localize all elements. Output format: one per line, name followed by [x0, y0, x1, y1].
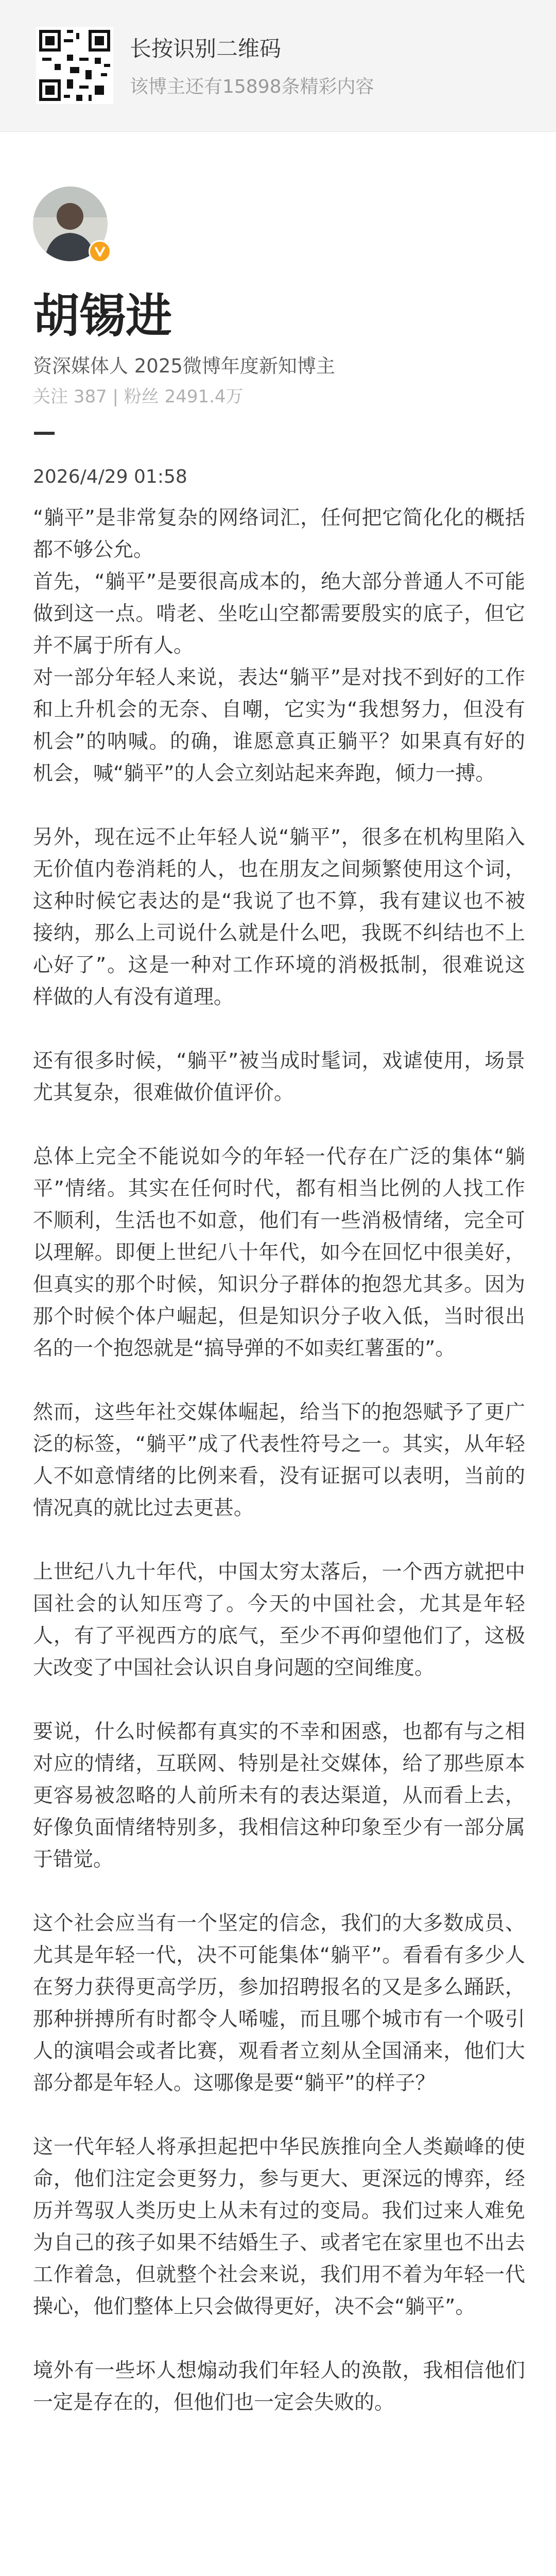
banner-title: 长按识别二维码 [130, 36, 282, 61]
post-date: 2026/4/29 01:58 [33, 466, 187, 487]
author-bio: 资深媒体人 2025微博年度新知博主 [33, 355, 335, 377]
paragraph: 另外，现在远不止年轻人说“躺平”，很多在机构里陷入无价值内卷消耗的人，也在朋友之间频繁使用这个词，这种时候它表达的是“我说了也不算，我有建议也不被接纳，那么上司说什么就是什么吧，我既不纠结也不上心好了”。这是一种对工作环境的消极抵制，很难说这样做的人有没有道理。 [33, 826, 525, 1009]
paragraph: 总体上完全不能说如今的年轻一代存在广泛的集体“躺平”情绪。其实在任何时代，都有相当比例的人找工作不顺利，生活也不如意，他们有一些消极情绪，完全可以理解。即便上世纪八十年代，如今在回忆中很美好，但真实的那个时候，知识分子群体的抱怨尤其多。因为那个时候个体户崛起，但是知识分子收入低，当时很出名的一个抱怨就是“搞导弹的不如卖红薯蛋的”。 [33, 1145, 525, 1360]
paragraph: 然而，这些年社交媒体崛起，给当下的抱怨赋予了更广泛的标签，“躺平”成了代表性符号之一。其实，从年轻人不如意情绪的比例来看，没有证据可以表明，当前的情况真的就比过去更甚。 [33, 1401, 525, 1520]
author-name[interactable]: 胡锡进 [33, 289, 172, 343]
paragraph: 上世纪八九十年代，中国太穷太落后，一个西方就把中国社会的认知压弯了。今天的中国社会，尤其是年轻人，有了平视西方的底气，至少不再仰望他们了，这极大改变了中国社会认识自身问题的空间维度。 [33, 1561, 525, 1680]
verified-badge-icon [89, 240, 111, 263]
post-content [33, 502, 525, 2419]
paragraph: 境外有一些坏人想煽动我们年轻人的涣散，我相信他们一定是存在的，但他们也一定会失败的。 [33, 2359, 525, 2414]
qr-code-icon[interactable] [36, 27, 113, 104]
paragraph: “躺平”是非常复杂的网络词汇，任何把它简化化的概括都不够公允。 [33, 506, 525, 562]
author-stats: 关注 387 | 粉丝 2491.4万 [33, 386, 244, 407]
top-banner [0, 0, 556, 132]
paragraph: 还有很多时候，“躺平”被当成时髦词，戏谑使用，场景尤其复杂，很难做价值评价。 [33, 1049, 525, 1105]
paragraph: 要说，什么时候都有真实的不幸和困惑，也都有与之相对应的情绪，互联网、特别是社交媒体，给了那些原本更容易被忽略的人前所未有的表达渠道，从而看上去，好像负面情绪特别多，我相信这种印象至少有一部分属于错觉。 [33, 1720, 525, 1871]
divider [34, 432, 55, 435]
paragraph: 对一部分年轻人来说，表达“躺平”是对找不到好的工作和上升机会的无奈、自嘲，它实为“我想努力，但没有机会”的呐喊。的确，谁愿意真正躺平？如果真有好的机会，喊“躺平”的人会立刻站起来奔跑，倾力一搏。 [33, 666, 525, 785]
paragraph: 这个社会应当有一个坚定的信念，我们的大多数成员、尤其是年轻一代，决不可能集体“躺平”。看看有多少人在努力获得更高学历，参加招聘报名的又是多么踊跃，那种拼搏所有时都令人唏嘘，而且哪个城市有一个吸引人的演唱会或者比赛，观看者立刻从全国涌来，他们大部分都是年轻人。这哪像是要“躺平”的样子？ [33, 1912, 525, 2095]
paragraph: 首先，“躺平”是要很高成本的，绝大部分普通人不可能做到这一点。啃老、坐吃山空都需要殷实的底子，但它并不属于所有人。 [33, 570, 525, 657]
paragraph: 这一代年轻人将承担起把中华民族推向全人类巅峰的使命，他们注定会更努力，参与更大、更深远的博弈，经历并驾驭人类历史上从未有过的变局。我们过来人难免为自己的孩子如果不结婚生子、或者宅在家里也不出去工作着急，但就整个社会来说，我们用不着为年轻一代操心，他们整体上只会做得更好，决不会“躺平”。 [33, 2136, 525, 2318]
banner-subtitle: 该博主还有15898条精彩内容 [130, 76, 374, 97]
